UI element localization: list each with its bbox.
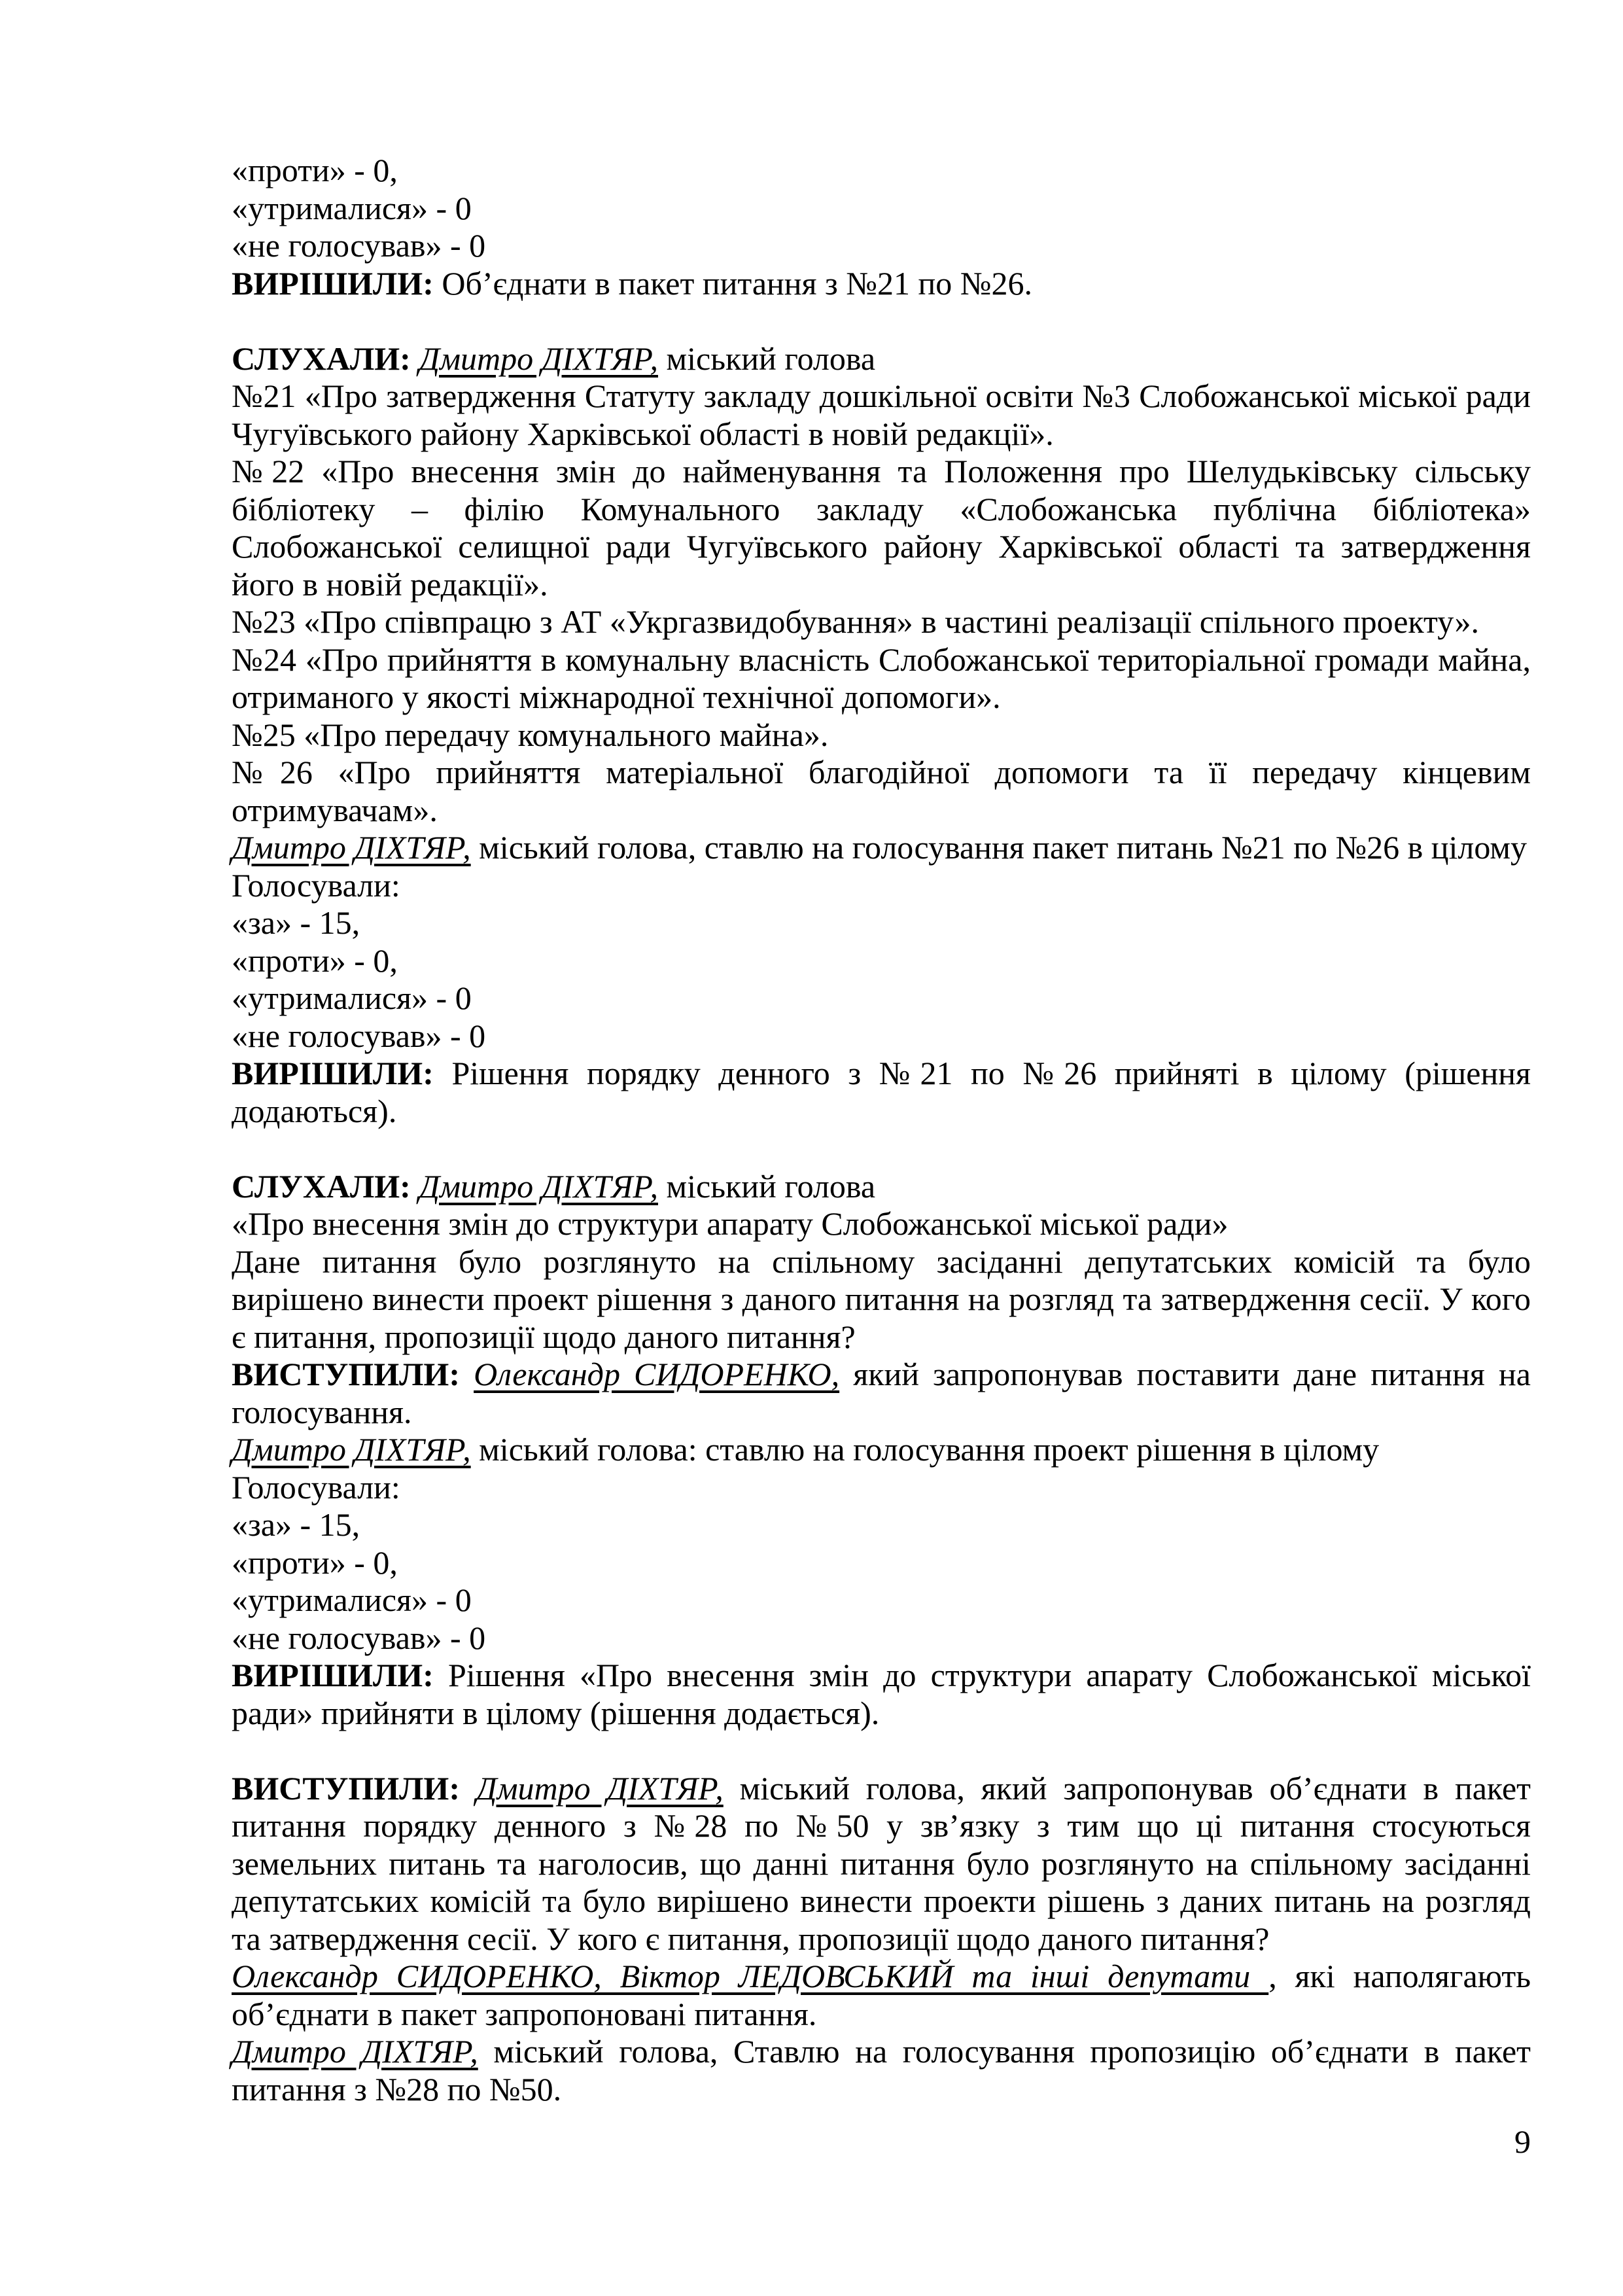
text-run: Дане питання було розглянуто на спільному засіданні депутатських комісій та було вирішено винести проект рішення з даного питання на розгляд та затвердження сесії. У кого є питання, пропозиції щодо даного питання? [232, 1243, 1531, 1355]
text-run: міський голова, який запропонував об’єднати в пакет питання порядку денного з №28 по №50 у зв’язку з тим що ці питання стосуються земельних питань та наголосив, що данні питання було розглянуто на спільному засіданні депутатських комісій та було вирішено винести проекти рішень з даних питань на розгляд та затвердження сесії. У кого є питання, пропозиції щодо даного питання? [232, 1769, 1531, 1957]
speaker-name: Олександр СИДОРЕНКО, [474, 1356, 840, 1392]
text-run: Рішення «Про внесення змін до структури апарату Слобожанської міської ради» прийняти в цілому (рішення додається). [232, 1657, 1531, 1731]
speaker-name: Дмитро ДІХТЯР, [419, 340, 658, 377]
paragraph [232, 1431, 1531, 1469]
paragraph-spacer [232, 1130, 1531, 1168]
paragraph [232, 265, 1531, 303]
text-run: №21 «Про затвердження Статуту закладу дошкільної освіти №3 Слобожанської міської ради Чугуївського району Харківської області в новій редакції». [232, 378, 1531, 452]
paragraph [232, 1544, 1531, 1582]
text-run: Голосували: [232, 866, 400, 904]
text-run: Рішення порядку денного з №21 по №26 прийняті в цілому (рішення додаються). [232, 1055, 1531, 1129]
paragraph [232, 1581, 1531, 1619]
text-run: міський голова [657, 1167, 876, 1205]
speaker-name: Дмитро ДІХТЯР, [232, 2033, 478, 2070]
speaker-name: Дмитро ДІХТЯР, [232, 1431, 471, 1468]
text-run: «утрималися» - 0 [232, 980, 472, 1016]
text-run: «проти» - 0, [232, 942, 398, 979]
paragraph [232, 904, 1531, 942]
paragraph [232, 1055, 1531, 1130]
paragraph [232, 190, 1531, 228]
paragraph [232, 942, 1531, 980]
text-run: «за» - 15, [232, 904, 360, 941]
speaker-name: Олександр СИДОРЕНКО, Віктор ЛЕДОВСЬКИЙ та інші депутати [232, 1958, 1269, 1994]
paragraph [232, 1958, 1531, 2033]
speech-label: СЛУХАЛИ: [232, 1167, 419, 1205]
speaker-name: Дмитро ДІХТЯР, [419, 1167, 658, 1205]
paragraph [232, 1506, 1531, 1544]
text-run: №26 «Про прийняття матеріальної благодійної допомоги та її передачу кінцевим отримувачам». [232, 754, 1531, 828]
paragraph-spacer [232, 1732, 1531, 1770]
text-run: №25 «Про передачу комунального майна». [232, 716, 829, 753]
paragraph [232, 1356, 1531, 1431]
paragraph [232, 1657, 1531, 1732]
text-run: «не голосував» - 0 [232, 1017, 486, 1054]
paragraph [232, 716, 1531, 754]
paragraph [232, 867, 1531, 905]
paragraph-spacer [232, 302, 1531, 340]
text-run: «не голосував» - 0 [232, 1619, 486, 1656]
text-run: Голосували: [232, 1468, 400, 1506]
speech-label: ВИРІШИЛИ: [232, 1657, 434, 1693]
speaker-name: Дмитро ДІХТЯР, [232, 829, 471, 866]
text-run: «проти» - 0, [232, 152, 398, 188]
text-run: , які наполягають об’єднати в пакет запропоновані питання. [232, 1958, 1531, 2032]
paragraph [232, 1770, 1531, 1958]
paragraph [232, 829, 1531, 867]
text-run: «проти» - 0, [232, 1544, 398, 1581]
text-run: міський голова: ставлю на голосування проект рішення в цілому [470, 1431, 1380, 1468]
text-run: «утрималися» - 0 [232, 1581, 472, 1618]
speaker-name: Дмитро ДІХТЯР, [476, 1769, 724, 1807]
paragraph [232, 1168, 1531, 1206]
text-run: «за» - 15, [232, 1506, 360, 1543]
text-run: міський голова, Ставлю на голосування пропозицію об’єднати в пакет питання з №28 по №50. [232, 2033, 1531, 2108]
paragraph [232, 754, 1531, 829]
paragraph [232, 453, 1531, 603]
paragraph [232, 1619, 1531, 1657]
paragraph [232, 227, 1531, 265]
paragraph [232, 641, 1531, 716]
document-body [232, 152, 1531, 2108]
text-run: «не голосував» - 0 [232, 227, 486, 264]
speech-label: ВИСТУПИЛИ: [232, 1356, 474, 1392]
paragraph [232, 152, 1531, 190]
paragraph [232, 340, 1531, 378]
paragraph [232, 1469, 1531, 1507]
text-run: міський голова [657, 340, 876, 377]
text-run: міський голова, ставлю на голосування пакет питань №21 по №26 в цілому [470, 829, 1527, 866]
speech-label: СЛУХАЛИ: [232, 340, 419, 377]
paragraph [232, 1205, 1531, 1243]
paragraph [232, 378, 1531, 453]
text-run: №23 «Про співпрацю з АТ «Укргазвидобування» в частині реалізації спільного проекту». [232, 603, 1479, 640]
text-run: №22 «Про внесення змін до найменування та Положення про Шелудьківську сільську бібліотеку – філію Комунального закладу «Слобожанська публічна бібліотека» Слобожанської селищної ради Чугуївського району Харківської області та затвердження його в новій редакції». [232, 453, 1531, 603]
text-run: який запропонував поставити дане питання на голосування. [232, 1356, 1531, 1430]
page-number: 9 [1514, 2123, 1531, 2160]
paragraph [232, 2033, 1531, 2108]
speech-label: ВИСТУПИЛИ: [232, 1769, 476, 1807]
speech-label: ВИРІШИЛИ: [232, 1055, 434, 1091]
paragraph [232, 1017, 1531, 1055]
paragraph [232, 980, 1531, 1017]
speech-label: ВИРІШИЛИ: [232, 264, 434, 302]
text-run: Об’єднати в пакет питання з №21 по №26. [433, 264, 1032, 302]
text-run: №24 «Про прийняття в комунальну власність Слобожанської територіальної громади майна, отриманого у якості міжнародної технічної допомоги». [232, 641, 1531, 715]
paragraph [232, 603, 1531, 641]
paragraph [232, 1243, 1531, 1356]
text-run: «Про внесення змін до структури апарату Слобожанської міської ради» [232, 1205, 1229, 1242]
text-run: «утрималися» - 0 [232, 189, 472, 226]
